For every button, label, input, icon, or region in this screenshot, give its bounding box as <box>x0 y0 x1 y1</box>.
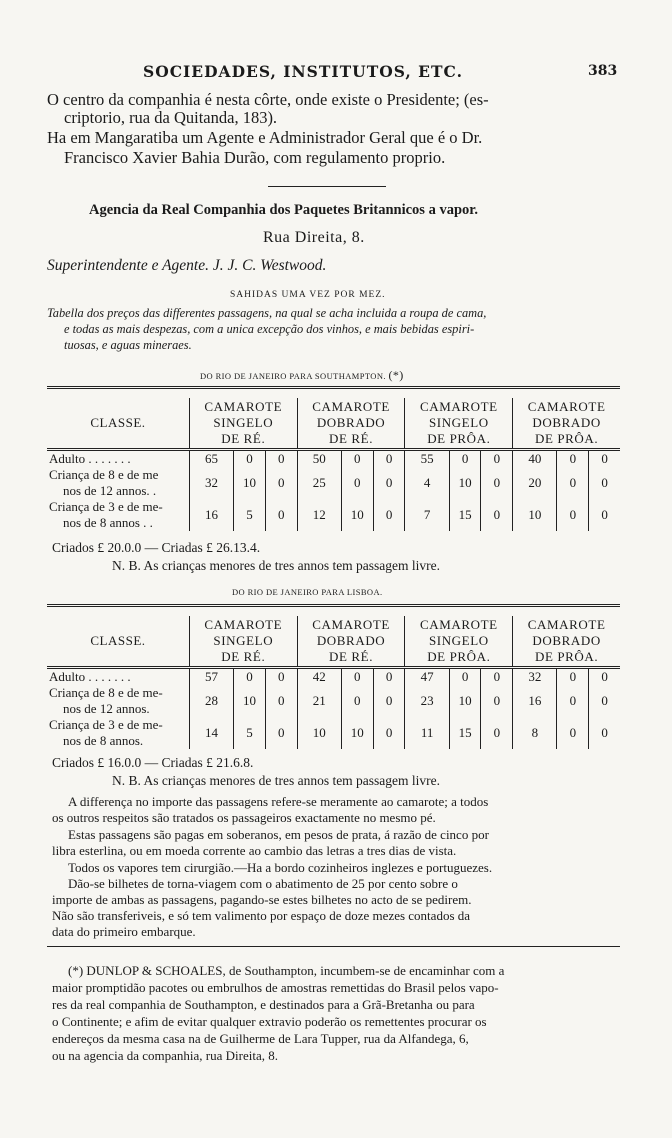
table-cell: 57 <box>189 668 233 686</box>
sailings-label: SAHIDAS UMA VEZ POR MEZ. <box>230 290 386 300</box>
table-note: N. B. As crianças menores de tres annos tem passagem livre. <box>112 558 441 573</box>
table-cell: 0 <box>589 467 620 499</box>
table-cell: 0 <box>373 499 405 531</box>
footnote-rule <box>47 946 620 947</box>
table-cell: 0 <box>589 499 620 531</box>
table-cell: 0 <box>234 668 266 686</box>
table-row <box>47 668 620 686</box>
table-cell: 10 <box>341 717 373 749</box>
row-label: Adulto . . . . . . . <box>47 450 189 468</box>
note-line: data do primeiro embarque. <box>52 924 196 939</box>
table-cell: 0 <box>557 499 589 531</box>
tabela-line: e todas as mais despezas, com a unica excepção dos vinhos, e mais bebidas espiri- <box>64 322 475 336</box>
table-cell: 0 <box>481 685 513 717</box>
table-cell: 10 <box>449 467 481 499</box>
table-cell: 0 <box>265 717 297 749</box>
table-cell: 0 <box>589 668 620 686</box>
footnote-line: maior promptidão pacotes ou embrulhos de amostras remettidas do Brasil pelos vapo- <box>52 980 499 995</box>
table-cell: 5 <box>234 499 266 531</box>
table-cell: 16 <box>189 499 233 531</box>
table-cell: 0 <box>557 467 589 499</box>
fare-table-southampton <box>47 398 620 531</box>
table-cell: 0 <box>265 467 297 499</box>
table-cell: 0 <box>481 450 513 468</box>
note-line: libra esterlina, ou em moeda corrente ao cambio das letras a tres dias de vista. <box>52 843 457 858</box>
table-cell: 14 <box>189 717 233 749</box>
table-row <box>47 467 620 499</box>
table-cell: 0 <box>557 685 589 717</box>
note-line: os outros respeitos são tratados os passageiros exactamente no mesmo pé. <box>52 810 436 825</box>
table-cell: 0 <box>481 668 513 686</box>
note-line: Não são transferiveis, e só tem valimento por espaço de doze mezes contados da <box>52 908 471 923</box>
intro-line: criptorio, rua da Quitanda, 183). <box>64 108 278 127</box>
table-cell: 10 <box>297 717 341 749</box>
table-cell: 7 <box>405 499 449 531</box>
table-cell: 15 <box>449 717 481 749</box>
table-cell: 21 <box>297 685 341 717</box>
table-cell: 42 <box>297 668 341 686</box>
table2-route: DO RIO DE JANEIRO PARA LISBOA. <box>232 587 383 597</box>
table-cell: 0 <box>481 499 513 531</box>
table-row <box>47 499 620 531</box>
table1-route <box>200 368 404 383</box>
superintendent-line: Superintendente e Agente. J. J. C. Westwood. <box>47 257 327 274</box>
table1-route-note: (*) <box>388 368 404 382</box>
table-cell: 10 <box>341 499 373 531</box>
table-cell: 0 <box>265 668 297 686</box>
note-line: importe de ambas as passagens, pagando-se estes bilhetes no acto de se pedirem. <box>52 892 472 907</box>
table-cell: 16 <box>513 685 557 717</box>
table-note: N. B. As crianças menores de tres annos tem passagem livre. <box>112 773 441 788</box>
table-cell: 50 <box>297 450 341 468</box>
table-header-row <box>47 616 620 668</box>
table-cell: 10 <box>513 499 557 531</box>
servants-line: Criados £ 16.0.0 — Criadas £ 21.6.8. <box>52 755 254 770</box>
table-cell: 0 <box>481 467 513 499</box>
row-label: Criança de 3 e de me- nos de 8 annos. <box>49 717 163 748</box>
column-header: CAMAROTE SINGELO DE RÉ. <box>189 616 297 668</box>
table1-route-text: DO RIO DE JANEIRO PARA SOUTHAMPTON. <box>200 371 386 381</box>
table-cell: 0 <box>557 668 589 686</box>
agency-title: Agencia da Real Companhia dos Paquetes Britannicos a vapor. <box>89 202 478 218</box>
agency-address: Rua Direita, 8. <box>263 229 365 246</box>
tabela-line: tuosas, e aguas mineraes. <box>64 338 192 352</box>
table-header-row <box>47 398 620 450</box>
footnote-line: res da real companhia de Southampton, e destinados para a Grã-Bretanha ou para <box>52 997 475 1012</box>
table-cell: 0 <box>373 668 405 686</box>
table-cell: 0 <box>373 717 405 749</box>
row-label: Adulto . . . . . . . <box>47 668 189 686</box>
table-cell: 28 <box>189 685 233 717</box>
table-cell: 55 <box>405 450 449 468</box>
class-header: CLASSE. <box>90 633 146 648</box>
column-header: CAMAROTE DOBRADO DE PRÔA. <box>513 398 620 450</box>
table-row <box>47 450 620 468</box>
note-line: Estas passagens são pagas em soberanos, em pesos de prata, á razão de cinco por <box>68 827 489 842</box>
table-cell: 5 <box>234 717 266 749</box>
table-cell: 10 <box>234 467 266 499</box>
table-cell: 12 <box>297 499 341 531</box>
table-cell: 0 <box>373 685 405 717</box>
footnote-line: ou na agencia da companhia, rua Direita, 8. <box>52 1048 278 1063</box>
tabela-line: Tabella dos preços das differentes passagens, na qual se acha incluida a roupa de cama, <box>47 306 487 320</box>
row-label: Criança de 3 e de me- nos de 8 annos . . <box>49 499 163 530</box>
class-header: CLASSE. <box>90 415 146 430</box>
footnote-line: endereços da mesma casa na de Guilherme de Lara Tupper, rua da Alfandega, 6, <box>52 1031 469 1046</box>
table-cell: 0 <box>481 717 513 749</box>
table-cell: 47 <box>405 668 449 686</box>
table-cell: 0 <box>265 499 297 531</box>
table-cell: 0 <box>265 685 297 717</box>
table-cell: 0 <box>341 668 373 686</box>
table-cell: 20 <box>513 467 557 499</box>
column-header: CAMAROTE SINGELO DE PRÔA. <box>405 398 513 450</box>
table2-top-rule <box>47 604 620 607</box>
table-cell: 0 <box>557 717 589 749</box>
table-cell: 15 <box>449 499 481 531</box>
table-cell: 32 <box>189 467 233 499</box>
page-number: 383 <box>588 63 618 79</box>
table-cell: 8 <box>513 717 557 749</box>
table-cell: 0 <box>449 668 481 686</box>
table-cell: 0 <box>341 467 373 499</box>
table-row <box>47 717 620 749</box>
table-cell: 0 <box>589 450 620 468</box>
row-label: Criança de 8 e de me- nos de 12 annos. <box>49 685 163 716</box>
table-cell: 23 <box>405 685 449 717</box>
table-cell: 0 <box>557 450 589 468</box>
note-line: Todos os vapores tem cirurgião.—Ha a bordo cozinheiros inglezes e portuguezes. <box>68 860 493 875</box>
table-cell: 0 <box>341 685 373 717</box>
table-cell: 0 <box>373 467 405 499</box>
table-cell: 0 <box>589 717 620 749</box>
table-cell: 0 <box>341 450 373 468</box>
column-header: CAMAROTE DOBRADO DE PRÔA. <box>513 616 620 668</box>
note-line: Dão-se bilhetes de torna-viagem com o abatimento de 25 por cento sobre o <box>68 876 458 891</box>
section-rule <box>268 186 386 187</box>
intro-line: Francisco Xavier Bahia Durão, com regulamento proprio. <box>64 148 446 167</box>
column-header: CAMAROTE SINGELO DE PRÔA. <box>405 616 513 668</box>
table1-top-rule <box>47 386 620 389</box>
table-cell: 0 <box>589 685 620 717</box>
note-line: A differença no importe das passagens refere-se meramente ao camarote; a todos <box>68 794 489 809</box>
table-cell: 25 <box>297 467 341 499</box>
row-label: Criança de 8 e de me nos de 12 annos. . <box>49 467 159 498</box>
table-cell: 0 <box>234 450 266 468</box>
column-header: CAMAROTE SINGELO DE RÉ. <box>189 398 297 450</box>
fare-table-lisboa <box>47 616 620 749</box>
intro-line: O centro da companhia é nesta côrte, onde existe o Presidente; (es- <box>47 90 489 109</box>
table-cell: 40 <box>513 450 557 468</box>
table-cell: 0 <box>373 450 405 468</box>
intro-line: Ha em Mangaratiba um Agente e Administrador Geral que é o Dr. <box>47 128 483 147</box>
table-cell: 4 <box>405 467 449 499</box>
footnote-line: (*) DUNLOP & SCHOALES, de Southampton, incumbem-se de encaminhar com a <box>68 963 505 978</box>
table-cell: 10 <box>234 685 266 717</box>
servants-line: Criados £ 20.0.0 — Criadas £ 26.13.4. <box>52 540 261 555</box>
table-row <box>47 685 620 717</box>
table-cell: 65 <box>189 450 233 468</box>
table-cell: 11 <box>405 717 449 749</box>
table-cell: 0 <box>449 450 481 468</box>
column-header: CAMAROTE DOBRADO DE RÉ. <box>297 616 405 668</box>
column-header: CAMAROTE DOBRADO DE RÉ. <box>297 398 405 450</box>
running-header: SOCIEDADES, INSTITUTOS, ETC. <box>143 62 463 81</box>
footnote-line: o Continente; e afim de evitar qualquer extravio poderão os remettentes procurar os <box>52 1014 487 1029</box>
table-cell: 10 <box>449 685 481 717</box>
table-cell: 0 <box>265 450 297 468</box>
table-cell: 32 <box>513 668 557 686</box>
